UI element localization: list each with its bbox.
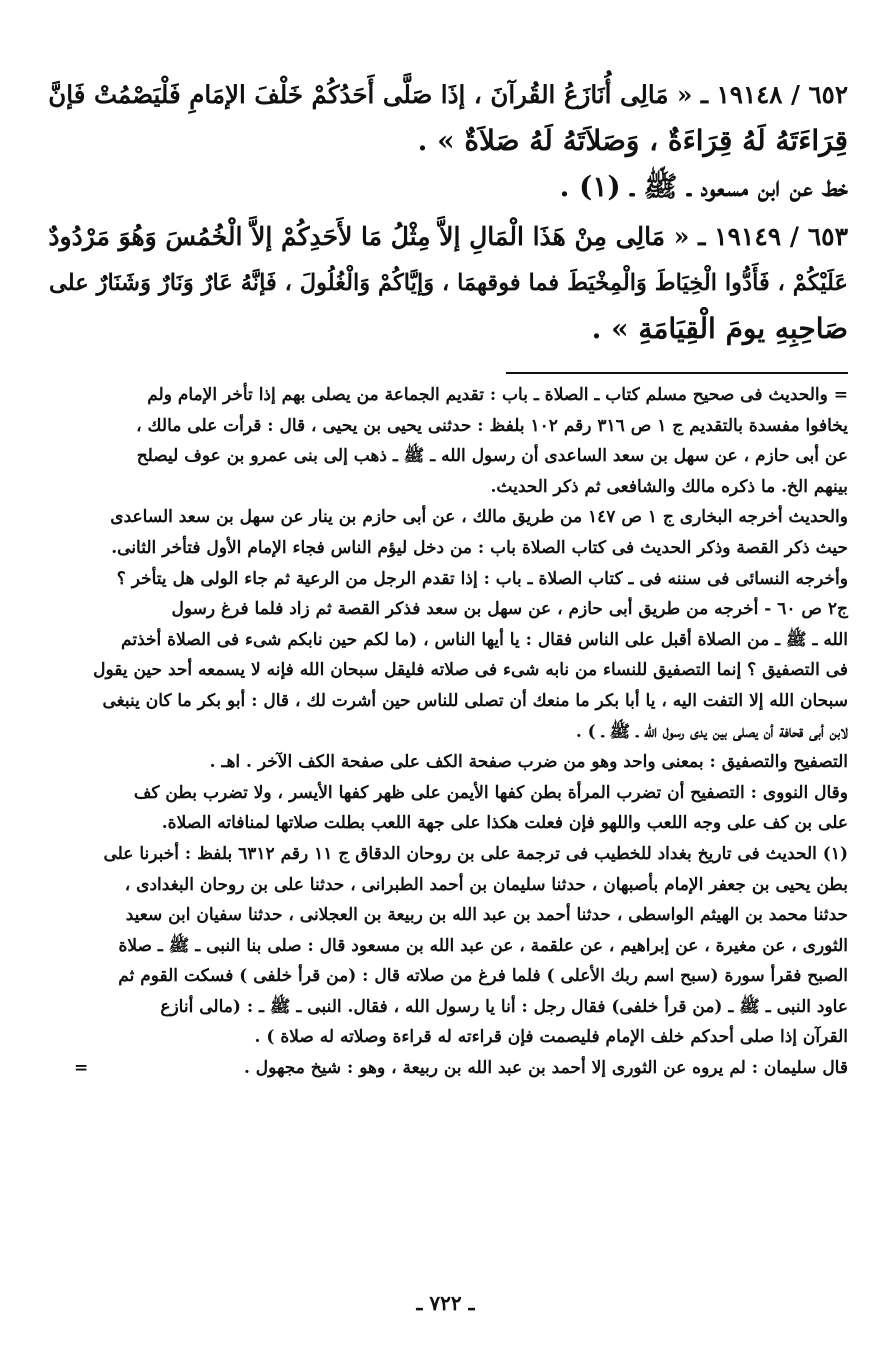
footnote-line: والحديث أخرجه البخارى ج ١ ص ١٤٧ من طريق مالك ، عن أبى حازم بن ينار عن سهل بن سعد الساعدى xyxy=(110,507,848,528)
footnote-line: فى التصفيق ؟ إنما التصفيق للنساء من نابه شىء فى صلاته فليقل سبحان الله فإنه لا يسمعه أحد حين يقول xyxy=(93,660,848,681)
page-content xyxy=(40,72,848,1084)
footnote-line: الصبح فقرأ سورة (سبح اسم ربك الأعلى ) فلما فرغ من صلاته قال : (من قرأ خلفى ) فسكت القوم ثم xyxy=(118,966,848,987)
hadith-653-line-2: عَلَيْكُمْ ، فَأَدُّوا الْخِيَاطَ وَالْمِخْيَطَ فما فوقهمَا ، وَإيَّاكُمْ وَالْغُلُولَ ، فَإنَّهُ عَارٌ وَنَارٌ وَشَنَارٌ على xyxy=(49,270,848,296)
page-number: ـ ٧٢٢ ـ xyxy=(416,1291,475,1315)
footnote-line: ج٢ ص ٦٠ - أخرجه من طريق أبى حازم ، عن سهل بن سعد فذكر القصة ثم زاد فلما فرغ رسول xyxy=(171,599,848,620)
footnote-line: بينهم الخ. ما ذكره مالك والشافعى ثم ذكر الحديث. xyxy=(490,476,848,497)
footnote-line: بطن يحيى بن جعفر الإمام بأصبهان ، حدثنا سليمان بن أحمد الطبرانى ، حدثنا على بن روحان البغدادى ، xyxy=(124,874,848,895)
footnotes xyxy=(40,380,848,1084)
footnote-divider xyxy=(506,372,848,374)
footnote-line: وأخرجه النسائى فى سننه فى ـ كتاب الصلاة ـ باب : إذا تقدم الرجل من الرعية ثم جاء الولى هل يتأخر ؟ xyxy=(116,568,848,589)
footnote-line: التصفيح والتصفيق : بمعنى واحد وهو من ضرب صفحة الكف على صفحة الكف الآخر . اهـ . xyxy=(209,752,848,773)
hadith-652-source: خط عن ابن مسعود ـ ﷺ ـ (١) . xyxy=(559,170,848,203)
footnote-line: وقال النووى : التصفيح أن تضرب المرأة بطن كفها الأيمن على ظهر كفها الأيسر ، ولا تضرب بطن كف xyxy=(133,782,848,803)
footnote-line: (١) الحديث فى تاريخ بغداد للخطيب فى ترجمة على بن روحان الدقاق ج ١١ رقم ٦٣١٢ بلفظ : أخبرنا على xyxy=(103,843,848,864)
footnote-line: القرآن إذا صلى أحدكم خلف الإمام فليصمت فإن قراءته له قراءة وصلاته له صلاة ) . xyxy=(254,1027,848,1048)
footnote-line: لابن أبى قحافة أن يصلى بين يدى رسول الله ـ ﷺ ـ ) . xyxy=(575,721,848,742)
footnote-line: عاود النبى ـ ﷺ ـ (من قرأ خلفى) فقال رجل : أنا يا رسول الله ، فقال. النبى ـ ﷺ ـ : (مالى أنازع xyxy=(160,996,848,1017)
footnote-line: الثورى ، عن مغيرة ، عن إبراهيم ، عن علقمة ، عن عبد الله بن مسعود قال : صلى بنا النبى ـ ﷺ ـ صلاة xyxy=(118,935,848,956)
continuation-mark: = xyxy=(74,1058,89,1079)
footnote-line: على بن كف على وجه اللعب واللهو فإن فعلت هكذا على جهة اللعب بطلت صلاتها لمنافاته الصلاة. xyxy=(161,813,848,834)
hadith-652-line-1: ٦٥٢ / ١٩١٤٨ ـ « مَالِى أُنَازَعُ القُرآنَ ، إذَا صَلَّى أَحَدُكُمْ خَلْفَ الإمَامِ فَلْيَصْمُتْ فَإنَّ xyxy=(48,80,848,109)
main-text xyxy=(40,72,848,352)
footnote-line: سبحان الله إلا التفت اليه ، يا أبا بكر ما منعك أن تصلى للناس حين أشرت لك ، قال : أبو بكر ما كان ينبغى xyxy=(102,690,848,711)
hadith-653-line-3: صَاحِبِهِ يومَ الْقِيَامَةِ » . xyxy=(591,312,848,345)
footnote-last-line xyxy=(40,1053,848,1084)
hadith-653-line-1: ٦٥٣ / ١٩١٤٩ ـ « مَالِى مِنْ هَذَا الْمَالِ إلاَّ مِثْلُ مَا لأَحَدِكُمْ إلاَّ الْخُمُسَ وَهُوَ مَرْدُودٌ xyxy=(48,222,848,251)
footnote-line: الله ـ ﷺ ـ من الصلاة أقبل على الناس فقال : يا أيها الناس ، (ما لكم حين نابكم شىء فى الصلاة أخذتم xyxy=(121,629,848,650)
footnote-line: حيث ذكر القصة وذكر الحديث فى كتاب الصلاة باب : من دخل ليؤم الناس فجاء الإمام الأول فتأخر الثانى. xyxy=(111,537,848,558)
footnote-line: قال سليمان : لم يروه عن الثورى إلا أحمد بن عبد الله بن ربيعة ، وهو : شيخ مجهول . xyxy=(243,1058,848,1079)
footnote-line: عن أبى حازم ، عن سهل بن سعد الساعدى أن رسول الله ـ ﷺ ـ ذهب إلى بنى عمرو بن عوف ليصلح xyxy=(136,446,848,467)
hadith-652-line-2: قِرَاءَتَهُ لَهُ قِرَاءَةٌ ، وَصَلاَتَهُ لَهُ صَلاَةٌ » . xyxy=(417,124,848,157)
footnote-line: حدثنا محمد بن الهيثم الواسطى ، حدثنا أحمد بن عبد الله بن ربيعة بن العجلانى ، حدثنا سفيان ابن سعيد xyxy=(125,905,848,926)
footnote-line: = والحديث فى صحيح مسلم كتاب ـ الصلاة ـ باب : تقديم الجماعة من يصلى بهم إذا تأخر الإمام ولم xyxy=(147,385,848,405)
footnote-line: يخافوا مفسدة بالتقديم ج ١ ص ٣١٦ رقم ١٠٢ بلفظ : حدثنى يحيى بن يحيى ، قال : قرأت على مالك ، xyxy=(136,415,848,436)
